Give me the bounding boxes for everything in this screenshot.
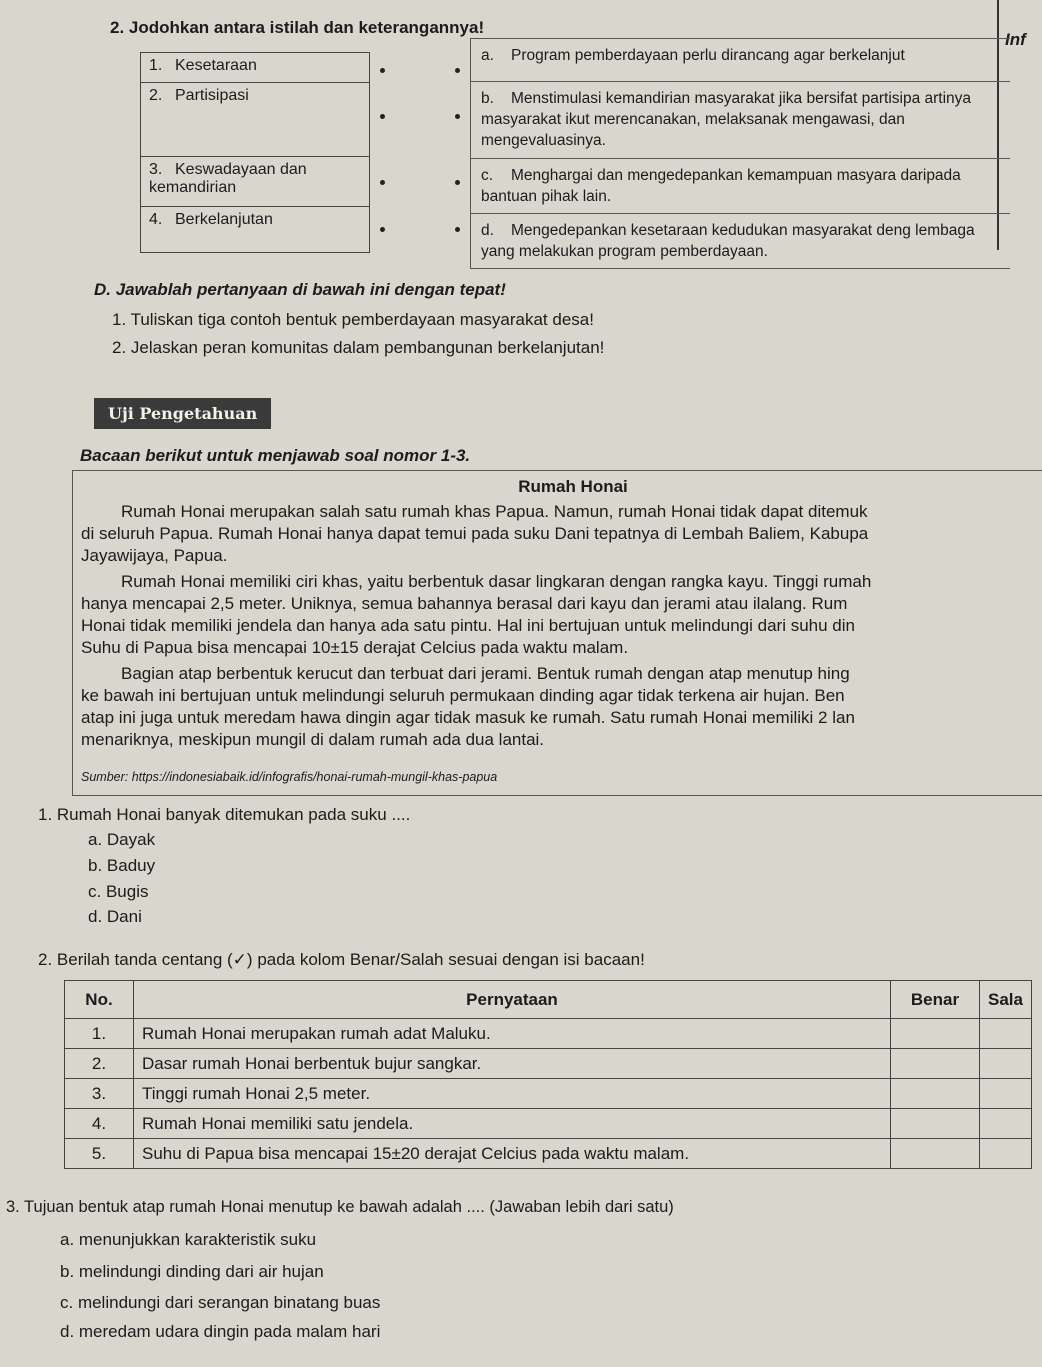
benar-cell[interactable] (891, 1019, 980, 1049)
reading-line: ke bawah ini bertujuan untuk melindungi seluruh permukaan dinding agar tidak terkena air hujan. Ben (81, 686, 845, 705)
salah-cell[interactable] (980, 1049, 1032, 1079)
header-salah: Sala (980, 981, 1032, 1019)
match-dot[interactable] (455, 227, 460, 232)
option-d[interactable]: d. Dani (88, 907, 142, 926)
question-1: 1. Rumah Honai banyak ditemukan pada suku .... (38, 805, 411, 824)
option-b[interactable]: b. Baduy (88, 856, 156, 875)
option-c[interactable]: c. melindungi dari serangan binatang buas (60, 1293, 381, 1312)
match-dot[interactable] (380, 227, 385, 232)
benar-cell[interactable] (891, 1139, 980, 1169)
reading-line: Bagian atap berbentuk kerucut dan terbuat dari jerami. Bentuk rumah dengan atap menutup hing (121, 664, 850, 683)
section-d-heading: D. Jawablah pertanyaan di bawah ini dengan tepat! (94, 280, 506, 299)
match-dot[interactable] (455, 180, 460, 185)
question-2: 2. Berilah tanda centang (✓) pada kolom Benar/Salah sesuai dengan isi bacaan! (38, 950, 645, 969)
header-benar: Benar (891, 981, 980, 1019)
reading-source: Sumber: https://indonesiabaik.id/infografis/honai-rumah-mungil-khas-papua (81, 770, 498, 784)
table-row: 3. Tinggi rumah Honai 2,5 meter. (65, 1079, 1032, 1109)
definition-item: b. Menstimulasi kemandirian masyarakat jika bersifat partisipa artinya masyarakat ikut merencanakan, melaksanak mengawasi, dan mengevaluasinya. (470, 82, 1010, 159)
definition-item: c. Menghargai dan mengedepankan kemampuan masyara daripada bantuan pihak lain. (470, 159, 1010, 214)
benar-cell[interactable] (891, 1109, 980, 1139)
terms-table (140, 52, 370, 253)
reading-line: Suhu di Papua bisa mencapai 10±15 derajat Celcius pada waktu malam. (81, 638, 629, 657)
matching-title: 2. Jodohkan antara istilah dan keterangannya! (110, 18, 485, 37)
definition-item: d. Mengedepankan kesetaraan kedudukan masyarakat deng lembaga yang melakukan program pemberdayaan. (470, 214, 1010, 269)
match-dot[interactable] (380, 68, 385, 73)
reading-line: Rumah Honai memiliki ciri khas, yaitu berbentuk dasar lingkaran dengan rangka kayu. Tinggi rumah (121, 572, 872, 591)
match-dot[interactable] (455, 68, 460, 73)
definitions-list (470, 38, 1010, 269)
term-item: 4. Berkelanjutan (141, 207, 370, 253)
salah-cell[interactable] (980, 1109, 1032, 1139)
table-row: 2. Dasar rumah Honai berbentuk bujur sangkar. (65, 1049, 1032, 1079)
option-c[interactable]: c. Bugis (88, 882, 149, 901)
reading-line: atap ini juga untuk meredam hawa dingin agar tidak masuk ke rumah. Satu rumah Honai memiliki 2 lan (81, 708, 855, 727)
reading-line: di seluruh Papua. Rumah Honai hanya dapat temui pada suku Dani tepatnya di Lembah Baliem, Kabupa (81, 524, 869, 543)
side-tab-label: Inf (1005, 30, 1026, 49)
definition-item: a. Program pemberdayaan perlu dirancang agar berkelanjut (470, 39, 1010, 82)
reading-line: Honai tidak memiliki jendela dan hanya ada satu pintu. Hal ini bertujuan untuk melindungi dari suhu din (81, 616, 855, 635)
term-item: 3. Keswadayaan dan kemandirian (141, 157, 370, 207)
section-badge: Uji Pengetahuan (94, 398, 271, 429)
reading-title: Rumah Honai (518, 477, 628, 496)
essay-question: 1. Tuliskan tiga contoh bentuk pemberdayaan masyarakat desa! (112, 310, 594, 329)
table-row: 4. Rumah Honai memiliki satu jendela. (65, 1109, 1032, 1139)
header-statement: Pernyataan (134, 981, 891, 1019)
option-d[interactable]: d. meredam udara dingin pada malam hari (60, 1322, 381, 1341)
reading-line: hanya mencapai 2,5 meter. Uniknya, semua bahannya berasal dari kayu dan jerami atau ilalang. Rum (81, 594, 848, 613)
table-row: 5. Suhu di Papua bisa mencapai 15±20 derajat Celcius pada waktu malam. (65, 1139, 1032, 1169)
match-dot[interactable] (380, 114, 385, 119)
match-dot[interactable] (380, 180, 385, 185)
salah-cell[interactable] (980, 1139, 1032, 1169)
benar-cell[interactable] (891, 1049, 980, 1079)
true-false-table (64, 980, 1032, 1169)
salah-cell[interactable] (980, 1079, 1032, 1109)
question-3: 3. Tujuan bentuk atap rumah Honai menutup ke bawah adalah .... (Jawaban lebih dari satu) (6, 1198, 674, 1216)
reading-instruction: Bacaan berikut untuk menjawab soal nomor 1-3. (80, 446, 471, 465)
reading-box (72, 470, 1042, 796)
header-no: No. (65, 981, 134, 1019)
option-b[interactable]: b. melindungi dinding dari air hujan (60, 1262, 324, 1281)
reading-line: menariknya, meskipun mungil di dalam rumah ada dua lantai. (81, 730, 545, 749)
benar-cell[interactable] (891, 1079, 980, 1109)
reading-line: Rumah Honai merupakan salah satu rumah khas Papua. Namun, rumah Honai tidak dapat ditemuk (121, 502, 868, 521)
table-row: 1. Rumah Honai merupakan rumah adat Maluku. (65, 1019, 1032, 1049)
reading-line: Jayawijaya, Papua. (81, 546, 228, 565)
salah-cell[interactable] (980, 1019, 1032, 1049)
term-item: 1. Kesetaraan (141, 53, 370, 83)
essay-question: 2. Jelaskan peran komunitas dalam pembangunan berkelanjutan! (112, 338, 605, 357)
option-a[interactable]: a. Dayak (88, 830, 156, 849)
term-item: 2. Partisipasi (141, 83, 370, 157)
option-a[interactable]: a. menunjukkan karakteristik suku (60, 1230, 317, 1249)
match-dot[interactable] (455, 114, 460, 119)
